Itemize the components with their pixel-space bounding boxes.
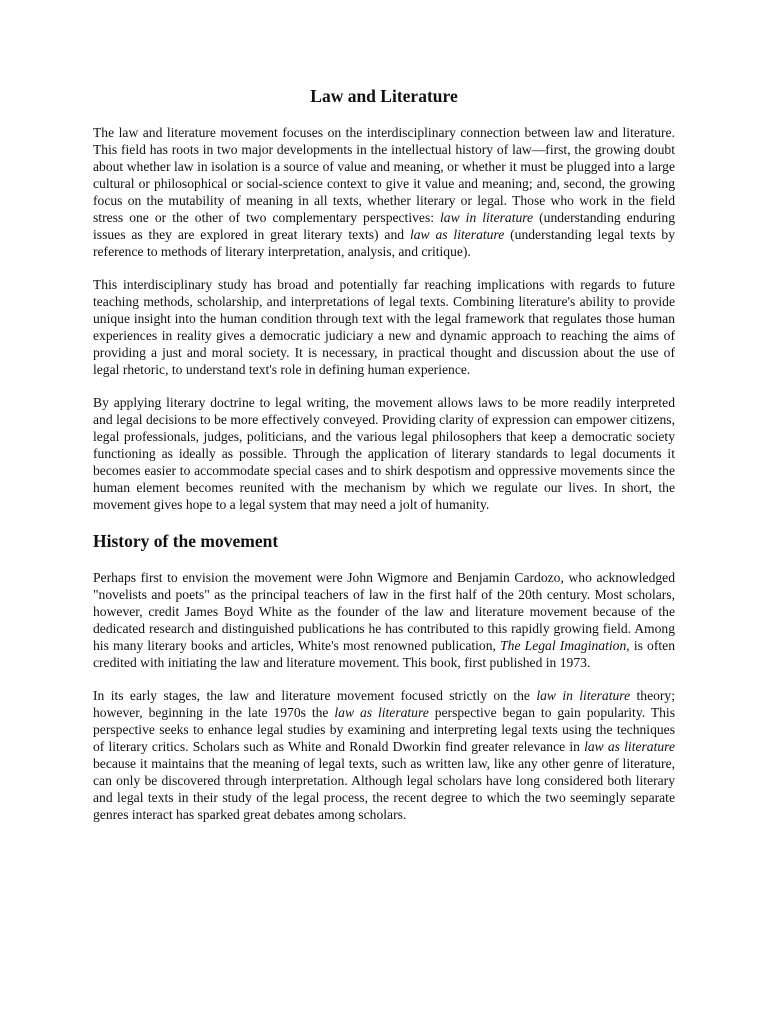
intro-paragraph-1 bbox=[93, 124, 675, 260]
intro-paragraph-1-text-c: (understanding legal texts by reference to methods of literary interpretation, analysis, and critique). bbox=[93, 227, 675, 259]
history-paragraph-2-italic-law-in-literature: law in literature bbox=[536, 688, 631, 703]
history-paragraph-2-text-d: because it maintains that the meaning of legal texts, such as written law, like any other genre of literature, can only be discovered through interpretation. Although legal scholars have long considered both literary and legal texts in their study of the legal process, the recent degree to which the two seemingly separate genres interact has sparked great debates among scholars. bbox=[93, 756, 675, 822]
history-paragraph-1-text-a: Perhaps first to envision the movement were John Wigmore and Benjamin Cardozo, who acknowledged "novelists and poets" as the principal teachers of law in the first half of the 20th century. Most scholars, however, credit James Boyd White as the founder of the law and literature movement because of the dedicated research and distinguished publications he has contributed to this rapidly growing field. Among his many literary books and articles, White's most renowned publication, bbox=[93, 570, 675, 653]
history-paragraph-2-italic-law-as-literature-2: law as literature bbox=[584, 739, 675, 754]
intro-paragraph-2: This interdisciplinary study has broad and potentially far reaching implications with regards to future teaching methods, scholarship, and interpretations of legal texts. Combining literature's ability to provide unique insight into the human condition through text with the legal framework that regulates those human experiences in reality gives a democratic judiciary a new and dynamic approach to reaching the aims of providing a just and moral society. It is necessary, in practical thought and discussion about the use of legal rhetoric, to understand text's role in defining human experience. bbox=[93, 277, 675, 377]
intro-paragraph-1-italic-law-in-literature: law in literature bbox=[440, 210, 534, 225]
intro-paragraph-1-text-a: The law and literature movement focuses on the interdisciplinary connection between law and literature. This field has roots in two major developments in the intellectual history of law—first, the growing doubt about whether law in isolation is a source of value and meaning, or whether it must be plugged into a large cultural or philosophical or social-science context to give it value and meaning; and, second, the growing focus on the mutability of meaning in all texts, whether literary or legal. Those who work in the field stress one or the other of two complementary perspectives: bbox=[93, 125, 675, 225]
history-paragraph-2-text-a: In its early stages, the law and literature movement focused strictly on the bbox=[93, 688, 537, 703]
history-paragraph-1-text-b: , is often credited with initiating the law and literature movement. This book, first published in 1973. bbox=[93, 638, 675, 670]
history-paragraph-2-italic-law-as-literature: law as literature bbox=[334, 705, 429, 720]
intro-paragraph-1-text-b: (understanding enduring issues as they are explored in great literary texts) and bbox=[93, 210, 675, 242]
history-paragraph-2 bbox=[93, 687, 675, 823]
history-paragraph-1 bbox=[93, 569, 675, 671]
history-paragraph-1-italic-book-title: The Legal Imagination bbox=[500, 638, 627, 653]
document-title: Law and Literature bbox=[310, 86, 458, 106]
history-paragraph-2-text-c: perspective began to gain popularity. This perspective seeks to enhance legal studies by examining and interpreting legal texts using the techniques of literary critics. Scholars such as White and Ronald Dworkin find greater relevance in bbox=[93, 705, 675, 754]
intro-paragraph-1-italic-law-as-literature: law as literature bbox=[409, 227, 505, 242]
history-paragraph-2-text-b: theory; however, beginning in the late 1970s the bbox=[93, 688, 676, 720]
document-page bbox=[93, 84, 675, 839]
intro-paragraph-3: By applying literary doctrine to legal writing, the movement allows laws to be more readily interpreted and legal decisions to be more effectively conveyed. Providing clarity of expression can empower citizens, legal professionals, judges, politicians, and the various legal philosophers that keep a democratic society functioning as ideally as possible. Through the application of literary standards to legal documents it becomes easier to accommodate special cases and to shirk despotism and oppressive movements since the human element becomes reunited with the mechanism by which we regulate our lives. In short, the movement gives hope to a legal system that may need a jolt of humanity. bbox=[93, 395, 675, 512]
history-heading: History of the movement bbox=[93, 531, 279, 551]
